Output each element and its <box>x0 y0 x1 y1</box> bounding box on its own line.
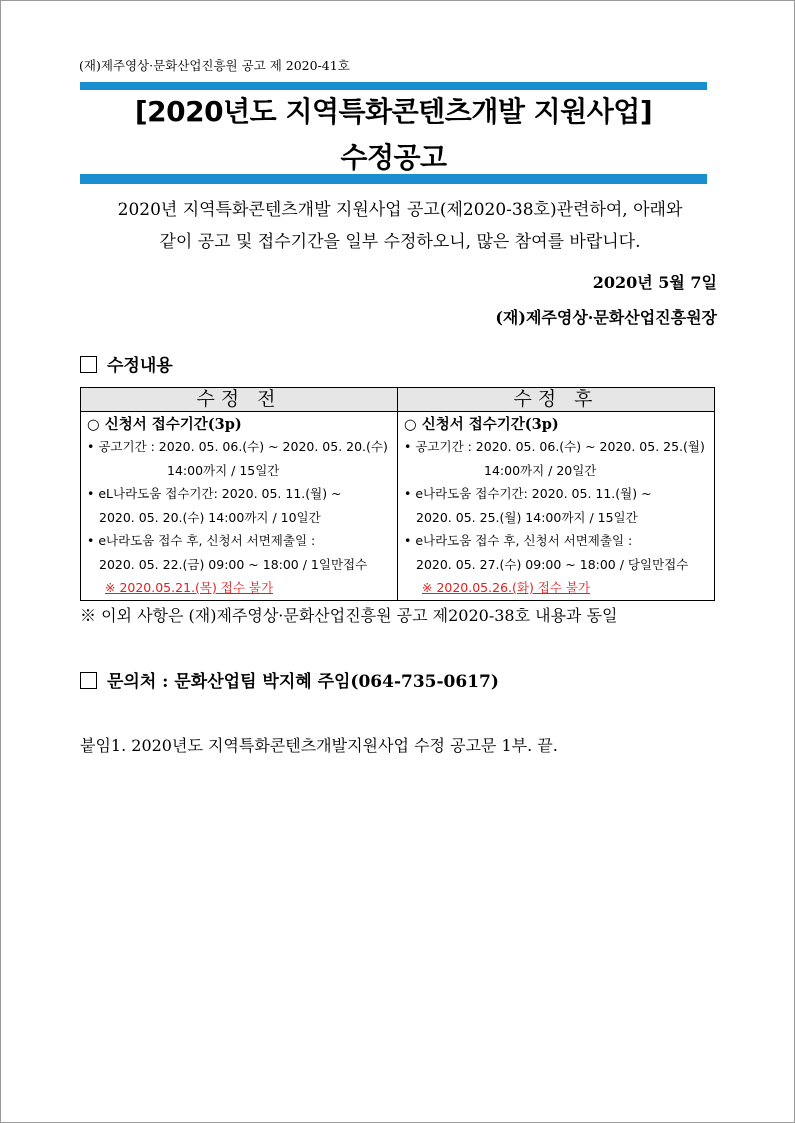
header-before: 수정 전 <box>81 388 398 412</box>
after-warning-note: ※ 2020.05.26.(화) 접수 불가 <box>422 580 591 595</box>
issuing-organization: (재)제주영상·문화산업진흥원장 <box>495 308 717 327</box>
intro-line-1: 2020년 지역특화콘텐츠개발 지원사업 공고(제2020-38호)관련하여, 아래와 <box>117 200 683 220</box>
document-number: (재)제주영상·문화산업진흥원 공고 제 2020-41호 <box>79 58 350 73</box>
section-revision-label: 수정내용 <box>107 356 173 376</box>
footnote: ※ 이외 사항은 (재)제주영상·문화산업진흥원 공고 제2020-38호 내용과 동일 <box>80 606 618 625</box>
before-item-1: • 공고기간 : 2020. 05. 06.(수) ~ 2020. 05. 20.(수) <box>87 439 388 454</box>
before-warning-note: ※ 2020.05.21.(목) 접수 불가 <box>105 580 274 595</box>
revision-comparison-table <box>80 387 715 601</box>
cell-after <box>398 412 715 601</box>
page-title: [2020년도 지역특화콘텐츠개발 지원사업] <box>134 95 653 128</box>
table-header-row <box>81 388 715 412</box>
checkbox-square-icon <box>80 672 97 689</box>
before-item-2-cont: 2020. 05. 20.(수) 14:00까지 / 10일간 <box>99 509 321 525</box>
after-item-3-cont: 2020. 05. 27.(수) 09:00 ~ 18:00 / 당일만접수 <box>416 556 689 572</box>
attachment-line: 붙임1. 2020년도 지역특화콘텐츠개발지원사업 수정 공고문 1부. 끝. <box>80 736 558 755</box>
notice-date: 2020년 5월 7일 <box>592 273 717 292</box>
before-heading: ○ 신청서 접수기간(3p) <box>87 416 242 433</box>
section-contact-heading <box>80 667 499 692</box>
after-item-2: • e나라도움 접수기간: 2020. 05. 11.(월) ~ <box>404 486 652 501</box>
header-after: 수정 후 <box>398 388 715 412</box>
intro-paragraph <box>80 194 720 258</box>
title-bottom-bar <box>80 174 707 184</box>
after-item-1: • 공고기간 : 2020. 05. 06.(수) ~ 2020. 05. 25.(월) <box>404 439 705 454</box>
checkbox-square-icon <box>80 356 97 373</box>
section-revision-heading <box>80 351 173 376</box>
before-item-3-cont: 2020. 05. 22.(금) 09:00 ~ 18:00 / 1일만접수 <box>99 556 368 572</box>
contact-info: 문의처 : 문화산업팀 박지혜 주임(064-735-0617) <box>107 672 499 692</box>
before-item-2: • eL나라도움 접수기간: 2020. 05. 11.(월) ~ <box>87 486 342 501</box>
after-item-1-cont: 14:00까지 / 20일간 <box>484 462 597 478</box>
title-top-bar <box>80 82 707 90</box>
after-heading: ○ 신청서 접수기간(3p) <box>404 416 559 433</box>
before-item-3: • e나라도움 접수 후, 신청서 서면제출일 : <box>87 533 316 548</box>
before-item-1-cont: 14:00까지 / 15일간 <box>167 462 280 478</box>
cell-before <box>81 412 398 601</box>
after-item-3: • e나라도움 접수 후, 신청서 서면제출일 : <box>404 533 633 548</box>
page-subtitle: 수정공고 <box>340 141 447 174</box>
table-body-row <box>81 412 715 601</box>
after-item-2-cont: 2020. 05. 25.(월) 14:00까지 / 15일간 <box>416 509 638 525</box>
intro-line-2: 같이 공고 및 접수기간을 일부 수정하오니, 많은 참여를 바랍니다. <box>159 232 641 252</box>
